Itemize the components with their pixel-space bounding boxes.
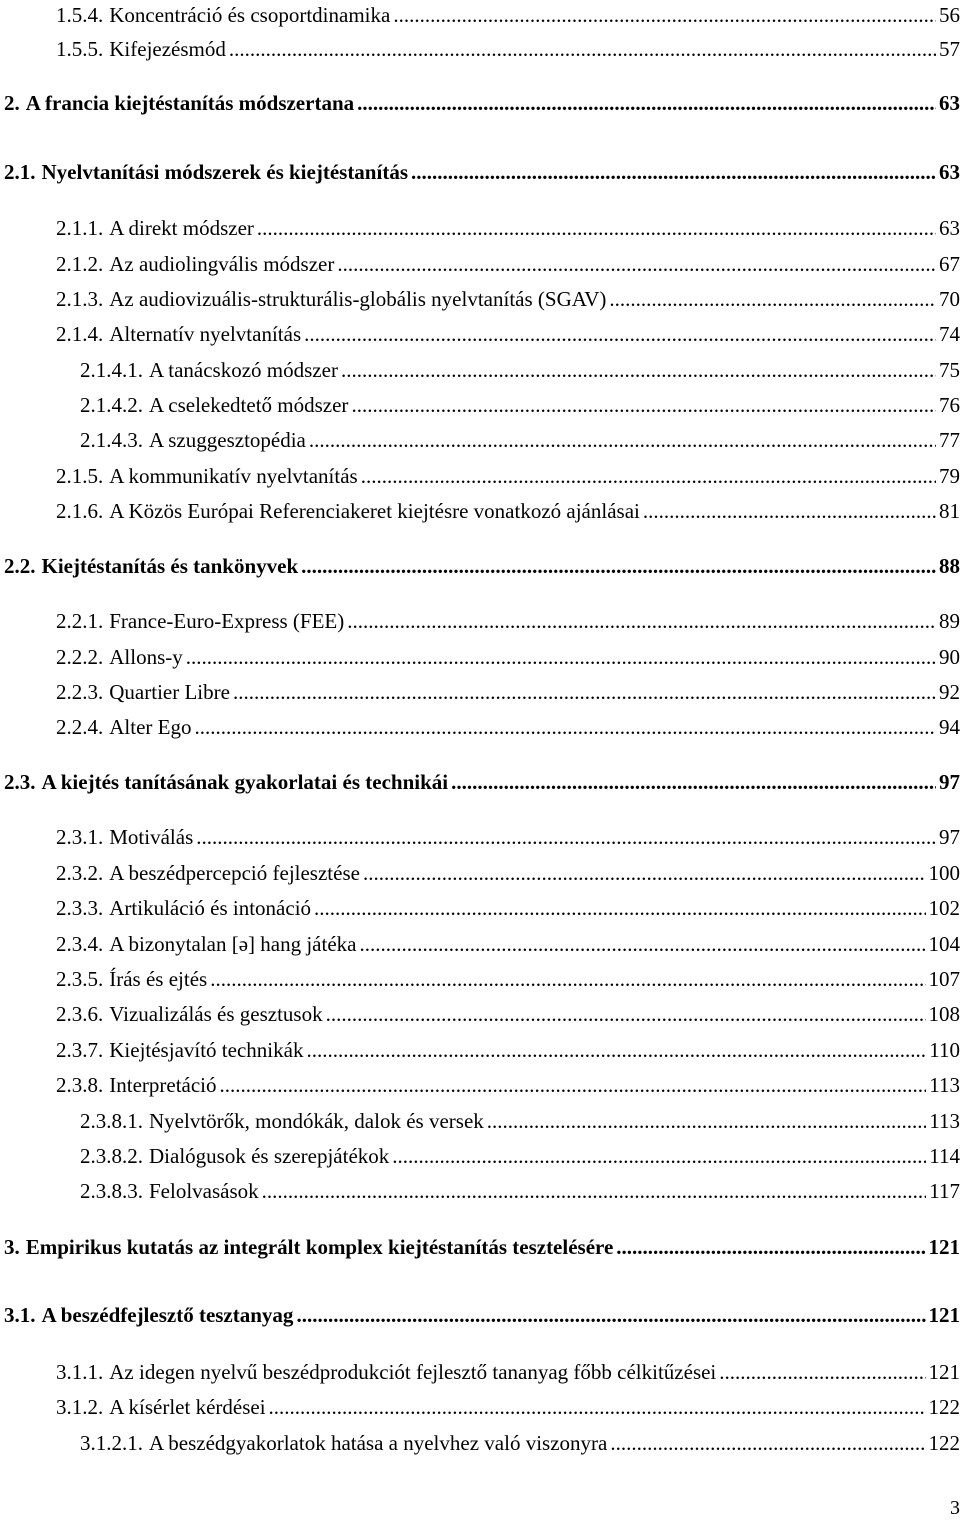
toc-leader-dots	[309, 425, 936, 455]
toc-entry[interactable]	[0, 1428, 960, 1458]
toc-entry[interactable]	[0, 1357, 960, 1387]
toc-entry[interactable]	[0, 34, 960, 64]
toc-leader-dots	[229, 34, 936, 64]
toc-entry-number: 2.1.4.2.	[80, 393, 143, 417]
toc-entry[interactable]	[0, 1106, 960, 1136]
toc-entry-page: 90	[939, 645, 960, 669]
toc-entry[interactable]	[0, 88, 960, 118]
toc-entry-title: Artikuláció és intonáció	[109, 896, 312, 920]
toc-entry-page: 122	[928, 1431, 960, 1455]
toc-entry-title: A tanácskozó módszer	[149, 358, 338, 382]
toc-entry-page: 117	[929, 1179, 960, 1203]
toc-entry-page: 121	[928, 1303, 960, 1327]
toc-entry-title: Alternatív nyelvtanítás	[109, 322, 302, 346]
toc-leader-dots	[643, 496, 936, 526]
toc-entry-title: Nyelvtanítási módszerek és kiejtéstanítás	[41, 160, 408, 184]
toc-entry-title: A szuggesztopédia	[149, 428, 306, 452]
toc-entry-number: 2.2.4.	[56, 715, 104, 739]
toc-entry[interactable]	[0, 964, 960, 994]
toc-entry[interactable]	[0, 712, 960, 742]
toc-entry-number: 2.3.7.	[56, 1038, 104, 1062]
toc-entry-title: Alter Ego	[109, 715, 192, 739]
toc-leader-dots	[411, 157, 936, 187]
toc-entry-title: A kommunikatív nyelvtanítás	[109, 464, 358, 488]
toc-entry-number: 2.3.8.1.	[80, 1109, 143, 1133]
toc-leader-dots	[609, 284, 936, 314]
toc-entry-number: 3.	[4, 1235, 20, 1259]
toc-entry[interactable]	[0, 213, 960, 243]
toc-entry[interactable]	[0, 390, 960, 420]
toc-leader-dots	[296, 1300, 925, 1330]
toc-entry[interactable]	[0, 1035, 960, 1065]
toc-entry-number: 2.3.8.	[56, 1073, 104, 1097]
toc-entry[interactable]	[0, 1392, 960, 1422]
toc-leader-dots	[304, 319, 936, 349]
toc-entry-page: 76	[939, 393, 960, 417]
toc-entry-page: 56	[939, 3, 960, 27]
toc-entry-title: A cselekedtető módszer	[149, 393, 349, 417]
toc-entry-title: Kifejezésmód	[109, 37, 226, 61]
toc-entry-number: 2.1.4.3.	[80, 428, 143, 452]
toc-entry-page: 102	[928, 896, 960, 920]
toc-entry-title: A bizonytalan [ə] hang játéka	[109, 932, 357, 956]
toc-entry-number: 2.3.	[4, 770, 36, 794]
toc-entry-page: 63	[939, 216, 960, 240]
toc-entry-title: Felolvasások	[149, 1179, 259, 1203]
toc-entry-page: 92	[939, 680, 960, 704]
toc-entry[interactable]	[0, 858, 960, 888]
toc-entry-page: 57	[939, 37, 960, 61]
toc-entry-number: 3.1.2.1.	[80, 1431, 143, 1455]
toc-leader-dots	[610, 1428, 925, 1458]
toc-entry-number: 2.2.2.	[56, 645, 104, 669]
toc-entry-number: 2.2.1.	[56, 609, 104, 633]
toc-entry-number: 2.3.4.	[56, 932, 104, 956]
toc-entry-page: 70	[939, 287, 960, 311]
toc-entry[interactable]	[0, 642, 960, 672]
toc-entry-page: 94	[939, 715, 960, 739]
toc-entry-page: 121	[928, 1235, 960, 1259]
toc-entry-number: 2.1.1.	[56, 216, 104, 240]
toc-entry-title: Allons-y	[109, 645, 183, 669]
toc-entry-page: 63	[939, 91, 960, 115]
toc-entry-number: 2.3.3.	[56, 896, 104, 920]
toc-entry-number: 2.3.8.3.	[80, 1179, 143, 1203]
toc-entry-title: Vizualizálás és gesztusok	[109, 1002, 323, 1026]
toc-entry-page: 81	[939, 499, 960, 523]
toc-entry[interactable]	[0, 767, 960, 797]
toc-entry-title: A kísérlet kérdései	[109, 1395, 266, 1419]
toc-entry-number: 3.1.2.	[56, 1395, 104, 1419]
toc-entry-number: 2.2.	[4, 554, 36, 578]
toc-leader-dots	[257, 213, 936, 243]
toc-entry[interactable]	[0, 1176, 960, 1206]
toc-entry-title: Motiválás	[109, 825, 194, 849]
toc-entry-title: A francia kiejtéstanítás módszertana	[25, 91, 355, 115]
toc-entry-number: 2.1.2.	[56, 252, 104, 276]
toc-entry-page: 121	[928, 1360, 960, 1384]
toc-entry-page: 63	[939, 160, 960, 184]
toc-entry-title: Dialógusok és szerepjátékok	[149, 1144, 390, 1168]
toc-entry-title: Interpretáció	[109, 1073, 217, 1097]
toc-entry-number: 2.1.6.	[56, 499, 104, 523]
toc-entry-page: 97	[939, 825, 960, 849]
toc-entry-number: 2.3.6.	[56, 1002, 104, 1026]
toc-entry-page: 113	[929, 1109, 960, 1133]
toc-entry-page: 79	[939, 464, 960, 488]
toc-entry-title: Az audiovizuális-strukturális-globális nyelvtanítás (SGAV)	[109, 287, 607, 311]
toc-entry-title: A beszédgyakorlatok hatása a nyelvhez való viszonyra	[149, 1431, 608, 1455]
toc-entry-page: 107	[928, 967, 960, 991]
toc-entry-number: 2.3.2.	[56, 861, 104, 885]
toc-entry-page: 74	[939, 322, 960, 346]
toc-entry-page: 122	[928, 1395, 960, 1419]
toc-entry[interactable]	[0, 425, 960, 455]
toc-entry-page: 77	[939, 428, 960, 452]
toc-entry-number: 2.1.4.1.	[80, 358, 143, 382]
toc-entry[interactable]	[0, 0, 960, 30]
page-number: 3	[950, 1497, 960, 1519]
toc-leader-dots	[233, 677, 936, 707]
toc-entry-title: A Közös Európai Referenciakeret kiejtésre vonatkozó ajánlásai	[109, 499, 640, 523]
toc-leader-dots	[359, 929, 925, 959]
toc-entry-title: A beszédpercepció fejlesztése	[109, 861, 360, 885]
toc-leader-dots	[196, 822, 936, 852]
toc-entry-title: A kiejtés tanításának gyakorlatai és technikái	[41, 770, 449, 794]
toc-entry-page: 108	[928, 1002, 960, 1026]
toc-entry[interactable]	[0, 284, 960, 314]
toc-entry-number: 2.1.4.	[56, 322, 104, 346]
toc-entry-title: A beszédfejlesztő tesztanyag	[41, 1303, 294, 1327]
toc-entry[interactable]	[0, 999, 960, 1029]
toc-entry-number: 2.3.1.	[56, 825, 104, 849]
toc-entry-number: 2.3.8.2.	[80, 1144, 143, 1168]
toc-entry[interactable]	[0, 461, 960, 491]
toc-entry-page: 100	[928, 861, 960, 885]
toc-entry-title: Az idegen nyelvű beszédprodukciót fejlesztő tananyag főbb célkitűzései	[109, 1360, 717, 1384]
toc-entry-number: 2.2.3.	[56, 680, 104, 704]
toc-leader-dots	[337, 249, 936, 279]
toc-leader-dots	[361, 461, 936, 491]
toc-entry-page: 113	[929, 1073, 960, 1097]
toc-entry[interactable]	[0, 606, 960, 636]
toc-entry-number: 2.1.3.	[56, 287, 104, 311]
toc-entry-page: 88	[939, 554, 960, 578]
toc-entry[interactable]	[0, 496, 960, 526]
toc-leader-dots	[306, 1035, 926, 1065]
toc-entry-title: Koncentráció és csoportdinamika	[109, 3, 391, 27]
toc-entry-number: 1.5.4.	[56, 3, 104, 27]
toc-entry[interactable]	[0, 319, 960, 349]
toc-entry[interactable]	[0, 822, 960, 852]
toc-entry[interactable]	[0, 1232, 960, 1262]
toc-entry-title: Az audiolingvális módszer	[109, 252, 335, 276]
toc-entry[interactable]	[0, 677, 960, 707]
toc-leader-dots	[347, 606, 936, 636]
toc-entry[interactable]	[0, 1141, 960, 1171]
toc-entry-title: Quartier Libre	[109, 680, 230, 704]
toc-entry-number: 2.1.5.	[56, 464, 104, 488]
toc-leader-dots	[351, 390, 936, 420]
toc-entry-number: 2.1.	[4, 160, 36, 184]
toc-entry-page: 104	[928, 932, 960, 956]
toc-entry-title: Írás és ejtés	[109, 967, 208, 991]
toc-leader-dots	[719, 1357, 925, 1387]
toc-leader-dots	[357, 88, 936, 118]
toc-leader-dots	[194, 712, 936, 742]
toc-leader-dots	[220, 1070, 927, 1100]
toc-leader-dots	[392, 1141, 926, 1171]
toc-entry-number: 2.	[4, 91, 20, 115]
toc-leader-dots	[326, 999, 926, 1029]
toc-entry-page: 67	[939, 252, 960, 276]
toc-entry-title: Nyelvtörők, mondókák, dalok és versek	[149, 1109, 484, 1133]
toc-entry[interactable]	[0, 157, 960, 187]
toc-entry-title: A direkt módszer	[109, 216, 254, 240]
toc-entry[interactable]	[0, 551, 960, 581]
toc-entry-number: 3.1.	[4, 1303, 36, 1327]
toc-leader-dots	[186, 642, 936, 672]
toc-entry-title: Kiejtéstanítás és tankönyvek	[41, 554, 299, 578]
toc-entry-title: Empirikus kutatás az integrált komplex kiejtéstanítás tesztelésére	[25, 1235, 614, 1259]
toc-entry[interactable]	[0, 893, 960, 923]
toc-entry[interactable]	[0, 355, 960, 385]
toc-leader-dots	[269, 1392, 926, 1422]
toc-leader-dots	[451, 767, 936, 797]
toc-leader-dots	[487, 1106, 927, 1136]
toc-leader-dots	[393, 0, 936, 30]
toc-entry-title: Kiejtésjavító technikák	[109, 1038, 304, 1062]
toc-entry[interactable]	[0, 1300, 960, 1330]
toc-entry-page: 114	[929, 1144, 960, 1168]
toc-entry[interactable]	[0, 929, 960, 959]
toc-leader-dots	[314, 893, 925, 923]
toc-entry-number: 2.3.5.	[56, 967, 104, 991]
toc-entry-page: 89	[939, 609, 960, 633]
toc-leader-dots	[262, 1176, 927, 1206]
toc-entry-page: 75	[939, 358, 960, 382]
toc-entry-page: 97	[939, 770, 960, 794]
toc-entry-page: 110	[929, 1038, 960, 1062]
toc-entry[interactable]	[0, 249, 960, 279]
toc-leader-dots	[363, 858, 926, 888]
toc-entry[interactable]	[0, 1070, 960, 1100]
toc-leader-dots	[616, 1232, 925, 1262]
toc-leader-dots	[301, 551, 936, 581]
toc-entry-number: 1.5.5.	[56, 37, 104, 61]
toc-entry-number: 3.1.1.	[56, 1360, 104, 1384]
toc-entry-title: France-Euro-Express (FEE)	[109, 609, 345, 633]
toc-leader-dots	[341, 355, 936, 385]
toc-leader-dots	[210, 964, 925, 994]
